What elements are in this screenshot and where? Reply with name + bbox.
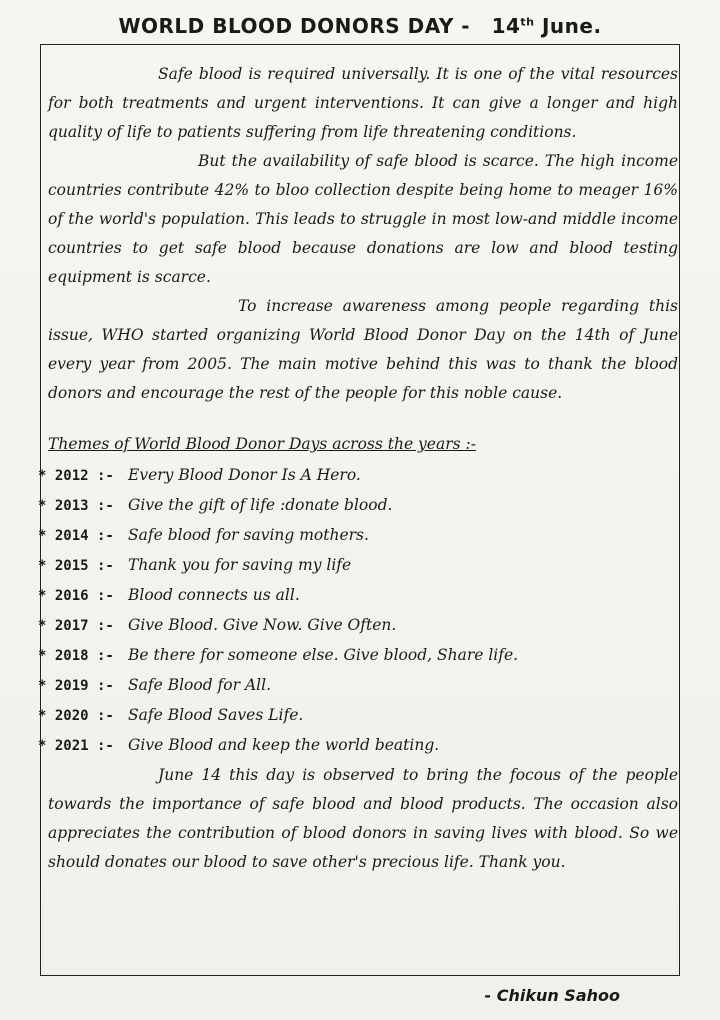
theme-item: * 2021 :- Give Blood and keep the world beating. xyxy=(38,736,440,754)
theme-item: * 2014 :- Safe blood for saving mothers. xyxy=(38,526,369,544)
theme-item: * 2016 :- Blood connects us all. xyxy=(38,586,300,604)
paragraph-2: But the availability of safe blood is scarce. The high income countries contribute 42% to bloo collection despite being home to meager 16% of the world's population. This leads to struggle in most low-and middle income countries to get safe blood because donations are low and blood testing equipment is scarce. xyxy=(48,152,678,286)
theme-item: * 2019 :- Safe Blood for All. xyxy=(38,676,271,694)
theme-item: * 2017 :- Give Blood. Give Now. Give Often. xyxy=(38,616,397,634)
themes-list xyxy=(38,461,678,761)
theme-item: * 2012 :- Every Blood Donor Is A Hero. xyxy=(38,466,361,484)
themes-heading: Themes of World Blood Donor Days across the years :- xyxy=(48,435,476,453)
theme-item: * 2018 :- Be there for someone else. Give blood, Share life. xyxy=(38,646,519,664)
signature: - Chikun Sahoo xyxy=(484,986,620,1005)
theme-item: * 2020 :- Safe Blood Saves Life. xyxy=(38,706,304,724)
paragraph-3: To increase awareness among people regarding this issue, WHO started organizing World Blood Donor Day on the 14th of June every year from 2005. The main motive behind this was to thank the blood donors and encourage the rest of the people for this noble cause. xyxy=(48,297,678,402)
title-date: 14th June. xyxy=(491,14,602,38)
essay-body xyxy=(38,60,678,877)
title-main: WORLD BLOOD DONORS DAY xyxy=(118,14,454,38)
theme-item: * 2015 :- Thank you for saving my life xyxy=(38,556,352,574)
title-separator: - xyxy=(461,14,471,38)
closing-paragraph: June 14 this day is observed to bring the focous of the people towards the importance of safe blood and blood products. The occasion also appreciates the contribution of blood donors in saving lives with blood. So we should donates our blood to save other's precious life. Thank you. xyxy=(48,766,678,871)
theme-item: * 2013 :- Give the gift of life :donate blood. xyxy=(38,496,393,514)
page-title xyxy=(0,14,720,38)
paragraph-1: Safe blood is required universally. It is one of the vital resources for both treatments and urgent interventions. It can give a longer and high quality of life to patients suffering from life threatening conditions. xyxy=(48,65,678,141)
